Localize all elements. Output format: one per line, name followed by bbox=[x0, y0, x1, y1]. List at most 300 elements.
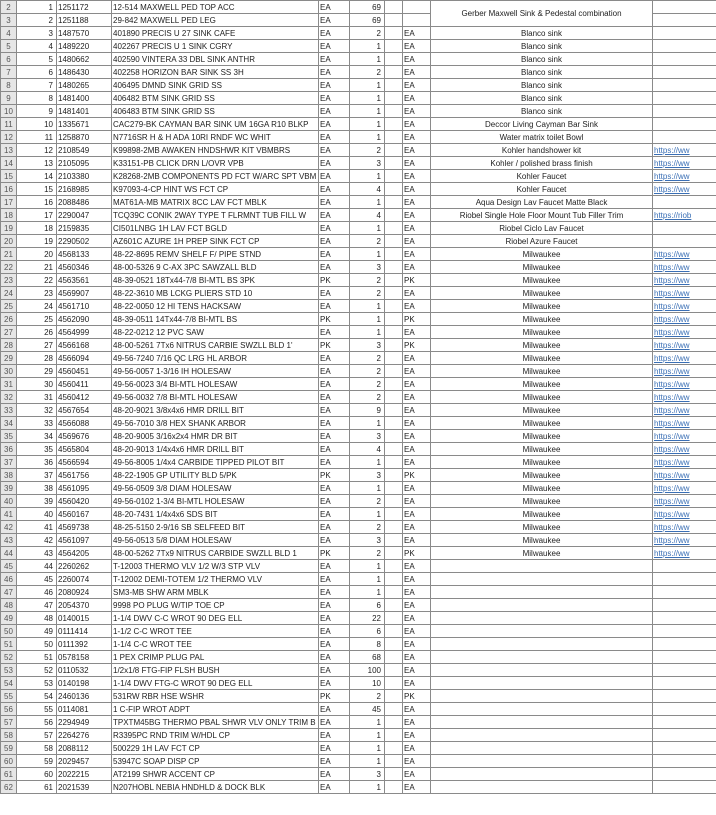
row-number-cell[interactable]: 42 bbox=[1, 521, 17, 534]
line-number-cell[interactable]: 42 bbox=[17, 534, 57, 547]
row-number-cell[interactable]: 32 bbox=[1, 391, 17, 404]
sku-cell[interactable]: 0110532 bbox=[57, 664, 112, 677]
line-number-cell[interactable]: 6 bbox=[17, 66, 57, 79]
uom-cell[interactable]: EA bbox=[319, 118, 350, 131]
line-number-cell[interactable]: 9 bbox=[17, 105, 57, 118]
row-number-cell[interactable]: 6 bbox=[1, 53, 17, 66]
link-cell[interactable] bbox=[653, 40, 716, 53]
description-cell[interactable]: 1-1/4 DWV C-C WROT 90 DEG ELL bbox=[112, 612, 319, 625]
description-cell[interactable]: 1-1/4 DWV FTG-C WROT 90 DEG ELL bbox=[112, 677, 319, 690]
row-number-cell[interactable]: 37 bbox=[1, 456, 17, 469]
quantity-cell[interactable]: 2 bbox=[350, 547, 385, 560]
description-cell[interactable]: 49-56-0509 3/8 DIAM HOLESAW bbox=[112, 482, 319, 495]
line-number-cell[interactable]: 35 bbox=[17, 443, 57, 456]
unit-cell[interactable]: EA bbox=[403, 443, 431, 456]
link-cell[interactable] bbox=[653, 222, 716, 235]
vendor-note-cell[interactable] bbox=[431, 716, 653, 729]
description-cell[interactable]: R3395PC RND TRIM W/HDL CP bbox=[112, 729, 319, 742]
row-number-cell[interactable]: 22 bbox=[1, 261, 17, 274]
vendor-note-cell[interactable]: Blanco sink bbox=[431, 40, 653, 53]
empty-cell[interactable] bbox=[385, 261, 403, 274]
unit-cell[interactable]: EA bbox=[403, 92, 431, 105]
line-number-cell[interactable]: 53 bbox=[17, 677, 57, 690]
row-number-cell[interactable]: 58 bbox=[1, 729, 17, 742]
unit-cell[interactable]: EA bbox=[403, 365, 431, 378]
sku-cell[interactable]: 0111414 bbox=[57, 625, 112, 638]
empty-cell[interactable] bbox=[385, 430, 403, 443]
quantity-cell[interactable]: 1 bbox=[350, 586, 385, 599]
row-number-cell[interactable]: 13 bbox=[1, 144, 17, 157]
unit-cell[interactable]: EA bbox=[403, 27, 431, 40]
quantity-cell[interactable]: 2 bbox=[350, 352, 385, 365]
link-cell[interactable]: https://ww bbox=[653, 300, 716, 313]
description-cell[interactable]: 48-22-1905 GP UTILITY BLD 5/PK bbox=[112, 469, 319, 482]
sku-cell[interactable]: 4561756 bbox=[57, 469, 112, 482]
quantity-cell[interactable]: 1 bbox=[350, 53, 385, 66]
empty-cell[interactable] bbox=[385, 300, 403, 313]
line-number-cell[interactable]: 52 bbox=[17, 664, 57, 677]
description-cell[interactable]: 48-22-8695 REMV SHELF F/ PIPE STND bbox=[112, 248, 319, 261]
line-number-cell[interactable]: 61 bbox=[17, 781, 57, 794]
uom-cell[interactable]: EA bbox=[319, 300, 350, 313]
vendor-note-cell[interactable]: Milwaukee bbox=[431, 456, 653, 469]
empty-cell[interactable] bbox=[385, 664, 403, 677]
unit-cell[interactable]: EA bbox=[403, 131, 431, 144]
link-cell[interactable] bbox=[653, 14, 716, 27]
link-cell[interactable]: https://ww bbox=[653, 547, 716, 560]
quantity-cell[interactable]: 9 bbox=[350, 404, 385, 417]
description-cell[interactable]: 49-56-0513 5/8 DIAM HOLESAW bbox=[112, 534, 319, 547]
unit-cell[interactable]: EA bbox=[403, 105, 431, 118]
uom-cell[interactable]: EA bbox=[319, 222, 350, 235]
description-cell[interactable]: N7716SR H & H ADA 10RI RNDF WC WHIT bbox=[112, 131, 319, 144]
sku-cell[interactable]: 2290047 bbox=[57, 209, 112, 222]
link-cell[interactable]: https://ww bbox=[653, 170, 716, 183]
empty-cell[interactable] bbox=[385, 443, 403, 456]
line-number-cell[interactable]: 12 bbox=[17, 144, 57, 157]
description-cell[interactable]: 1-1/2 C-C WROT TEE bbox=[112, 625, 319, 638]
empty-cell[interactable] bbox=[385, 131, 403, 144]
link-cell[interactable] bbox=[653, 703, 716, 716]
uom-cell[interactable]: EA bbox=[319, 287, 350, 300]
description-cell[interactable]: 12-514 MAXWELL PED TOP ACC bbox=[112, 1, 319, 14]
empty-cell[interactable] bbox=[385, 157, 403, 170]
uom-cell[interactable]: EA bbox=[319, 378, 350, 391]
uom-cell[interactable]: EA bbox=[319, 599, 350, 612]
uom-cell[interactable]: EA bbox=[319, 521, 350, 534]
empty-cell[interactable] bbox=[385, 768, 403, 781]
vendor-note-cell[interactable]: Milwaukee bbox=[431, 508, 653, 521]
unit-cell[interactable]: EA bbox=[403, 222, 431, 235]
unit-cell[interactable]: EA bbox=[403, 729, 431, 742]
unit-cell[interactable]: EA bbox=[403, 625, 431, 638]
quantity-cell[interactable]: 1 bbox=[350, 508, 385, 521]
vendor-note-cell[interactable]: Milwaukee bbox=[431, 534, 653, 547]
sku-cell[interactable]: 4564999 bbox=[57, 326, 112, 339]
uom-cell[interactable]: EA bbox=[319, 1, 350, 14]
unit-cell[interactable]: EA bbox=[403, 755, 431, 768]
uom-cell[interactable]: EA bbox=[319, 40, 350, 53]
description-cell[interactable]: 406482 BTM SINK GRID SS bbox=[112, 92, 319, 105]
line-number-cell[interactable]: 10 bbox=[17, 118, 57, 131]
quantity-cell[interactable]: 1 bbox=[350, 560, 385, 573]
sku-cell[interactable]: 4561097 bbox=[57, 534, 112, 547]
description-cell[interactable]: 48-22-0050 12 HI TENS HACKSAW bbox=[112, 300, 319, 313]
unit-cell[interactable]: EA bbox=[403, 768, 431, 781]
quantity-cell[interactable]: 1 bbox=[350, 755, 385, 768]
description-cell[interactable]: CI501LNBG 1H LAV FCT BGLD bbox=[112, 222, 319, 235]
uom-cell[interactable]: EA bbox=[319, 625, 350, 638]
unit-cell[interactable]: EA bbox=[403, 599, 431, 612]
description-cell[interactable]: 49-56-7010 3/8 HEX SHANK ARBOR bbox=[112, 417, 319, 430]
vendor-note-cell[interactable] bbox=[431, 573, 653, 586]
sku-cell[interactable]: 2290502 bbox=[57, 235, 112, 248]
uom-cell[interactable]: EA bbox=[319, 79, 350, 92]
empty-cell[interactable] bbox=[385, 339, 403, 352]
link-cell[interactable]: https://ww bbox=[653, 404, 716, 417]
unit-cell[interactable]: EA bbox=[403, 391, 431, 404]
description-cell[interactable]: 406483 BTM SINK GRID SS bbox=[112, 105, 319, 118]
uom-cell[interactable]: PK bbox=[319, 469, 350, 482]
quantity-cell[interactable]: 2 bbox=[350, 66, 385, 79]
row-number-cell[interactable]: 20 bbox=[1, 235, 17, 248]
line-number-cell[interactable]: 55 bbox=[17, 703, 57, 716]
empty-cell[interactable] bbox=[385, 196, 403, 209]
sku-cell[interactable]: 2108549 bbox=[57, 144, 112, 157]
quantity-cell[interactable]: 100 bbox=[350, 664, 385, 677]
link-cell[interactable] bbox=[653, 612, 716, 625]
quantity-cell[interactable]: 1 bbox=[350, 79, 385, 92]
uom-cell[interactable]: EA bbox=[319, 430, 350, 443]
vendor-note-cell[interactable]: Blanco sink bbox=[431, 27, 653, 40]
link-cell[interactable] bbox=[653, 781, 716, 794]
link-cell[interactable] bbox=[653, 131, 716, 144]
uom-cell[interactable]: EA bbox=[319, 755, 350, 768]
quantity-cell[interactable]: 68 bbox=[350, 651, 385, 664]
description-cell[interactable]: 1-1/4 C-C WROT TEE bbox=[112, 638, 319, 651]
row-number-cell[interactable]: 18 bbox=[1, 209, 17, 222]
quantity-cell[interactable]: 6 bbox=[350, 625, 385, 638]
link-cell[interactable]: https://ww bbox=[653, 417, 716, 430]
unit-cell[interactable]: EA bbox=[403, 248, 431, 261]
unit-cell[interactable]: EA bbox=[403, 560, 431, 573]
vendor-note-cell[interactable]: Blanco sink bbox=[431, 92, 653, 105]
empty-cell[interactable] bbox=[385, 14, 403, 27]
description-cell[interactable]: N207HOBL NEBIA HNDHLD & DOCK BLK bbox=[112, 781, 319, 794]
quantity-cell[interactable]: 22 bbox=[350, 612, 385, 625]
quantity-cell[interactable]: 2 bbox=[350, 274, 385, 287]
unit-cell[interactable]: EA bbox=[403, 118, 431, 131]
vendor-note-cell[interactable]: Milwaukee bbox=[431, 365, 653, 378]
description-cell[interactable]: AT2199 SHWR ACCENT CP bbox=[112, 768, 319, 781]
sku-cell[interactable]: 4566168 bbox=[57, 339, 112, 352]
uom-cell[interactable]: EA bbox=[319, 235, 350, 248]
quantity-cell[interactable]: 4 bbox=[350, 183, 385, 196]
line-number-cell[interactable]: 33 bbox=[17, 417, 57, 430]
vendor-note-cell[interactable]: Milwaukee bbox=[431, 287, 653, 300]
unit-cell[interactable] bbox=[403, 1, 431, 14]
row-number-cell[interactable]: 44 bbox=[1, 547, 17, 560]
row-number-cell[interactable]: 48 bbox=[1, 599, 17, 612]
unit-cell[interactable] bbox=[403, 14, 431, 27]
quantity-cell[interactable]: 1 bbox=[350, 118, 385, 131]
row-number-cell[interactable]: 5 bbox=[1, 40, 17, 53]
link-cell[interactable] bbox=[653, 118, 716, 131]
vendor-note-cell[interactable]: Riobel Single Hole Floor Mount Tub Filler Trim bbox=[431, 209, 653, 222]
line-number-cell[interactable]: 48 bbox=[17, 612, 57, 625]
link-cell[interactable] bbox=[653, 625, 716, 638]
row-number-cell[interactable]: 21 bbox=[1, 248, 17, 261]
vendor-note-cell[interactable]: Riobel Ciclo Lav Faucet bbox=[431, 222, 653, 235]
link-cell[interactable]: https://ww bbox=[653, 391, 716, 404]
empty-cell[interactable] bbox=[385, 677, 403, 690]
row-number-cell[interactable]: 60 bbox=[1, 755, 17, 768]
link-cell[interactable] bbox=[653, 768, 716, 781]
uom-cell[interactable]: EA bbox=[319, 53, 350, 66]
link-cell[interactable] bbox=[653, 105, 716, 118]
sku-cell[interactable]: 1335671 bbox=[57, 118, 112, 131]
description-cell[interactable]: 406495 DMND SINK GRID SS bbox=[112, 79, 319, 92]
vendor-note-cell[interactable]: Blanco sink bbox=[431, 53, 653, 66]
line-number-cell[interactable]: 51 bbox=[17, 651, 57, 664]
empty-cell[interactable] bbox=[385, 781, 403, 794]
empty-cell[interactable] bbox=[385, 716, 403, 729]
link-cell[interactable] bbox=[653, 638, 716, 651]
sku-cell[interactable]: 0578158 bbox=[57, 651, 112, 664]
quantity-cell[interactable]: 1 bbox=[350, 105, 385, 118]
line-number-cell[interactable]: 30 bbox=[17, 378, 57, 391]
row-number-cell[interactable]: 19 bbox=[1, 222, 17, 235]
line-number-cell[interactable]: 17 bbox=[17, 209, 57, 222]
description-cell[interactable]: 49-56-0057 1-3/16 IH HOLESAW bbox=[112, 365, 319, 378]
quantity-cell[interactable]: 2 bbox=[350, 365, 385, 378]
sku-cell[interactable]: 1486430 bbox=[57, 66, 112, 79]
quantity-cell[interactable]: 1 bbox=[350, 781, 385, 794]
quantity-cell[interactable]: 1 bbox=[350, 573, 385, 586]
empty-cell[interactable] bbox=[385, 404, 403, 417]
sku-cell[interactable]: 2054370 bbox=[57, 599, 112, 612]
unit-cell[interactable]: EA bbox=[403, 716, 431, 729]
unit-cell[interactable]: PK bbox=[403, 547, 431, 560]
quantity-cell[interactable]: 69 bbox=[350, 14, 385, 27]
unit-cell[interactable]: PK bbox=[403, 339, 431, 352]
uom-cell[interactable]: EA bbox=[319, 534, 350, 547]
quantity-cell[interactable]: 3 bbox=[350, 469, 385, 482]
row-number-cell[interactable]: 29 bbox=[1, 352, 17, 365]
quantity-cell[interactable]: 1 bbox=[350, 248, 385, 261]
uom-cell[interactable]: PK bbox=[319, 547, 350, 560]
link-cell[interactable]: https://riob bbox=[653, 209, 716, 222]
description-cell[interactable]: 49-56-0023 3/4 BI-MTL HOLESAW bbox=[112, 378, 319, 391]
vendor-note-cell[interactable] bbox=[431, 703, 653, 716]
sku-cell[interactable]: 4560451 bbox=[57, 365, 112, 378]
empty-cell[interactable] bbox=[385, 105, 403, 118]
link-cell[interactable] bbox=[653, 27, 716, 40]
sku-cell[interactable]: 1251188 bbox=[57, 14, 112, 27]
row-number-cell[interactable]: 12 bbox=[1, 131, 17, 144]
quantity-cell[interactable]: 2 bbox=[350, 391, 385, 404]
vendor-note-cell[interactable]: Kohler / polished brass finish bbox=[431, 157, 653, 170]
quantity-cell[interactable]: 3 bbox=[350, 339, 385, 352]
vendor-note-cell[interactable]: Blanco sink bbox=[431, 66, 653, 79]
description-cell[interactable]: 49-56-0102 1-3/4 BI-MTL HOLESAW bbox=[112, 495, 319, 508]
vendor-note-cell[interactable]: Milwaukee bbox=[431, 482, 653, 495]
unit-cell[interactable]: EA bbox=[403, 703, 431, 716]
vendor-note-cell[interactable] bbox=[431, 599, 653, 612]
vendor-note-cell[interactable] bbox=[431, 677, 653, 690]
uom-cell[interactable]: PK bbox=[319, 339, 350, 352]
description-cell[interactable]: CAC279-BK CAYMAN BAR SINK UM 16GA R10 BLKP bbox=[112, 118, 319, 131]
description-cell[interactable]: 9998 PO PLUG W/TIP TOE CP bbox=[112, 599, 319, 612]
vendor-note-cell[interactable]: Blanco sink bbox=[431, 79, 653, 92]
sku-cell[interactable]: 2460136 bbox=[57, 690, 112, 703]
uom-cell[interactable]: EA bbox=[319, 482, 350, 495]
sku-cell[interactable]: 1489220 bbox=[57, 40, 112, 53]
sku-cell[interactable]: 1251172 bbox=[57, 1, 112, 14]
uom-cell[interactable]: EA bbox=[319, 14, 350, 27]
empty-cell[interactable] bbox=[385, 534, 403, 547]
unit-cell[interactable]: PK bbox=[403, 274, 431, 287]
line-number-cell[interactable]: 11 bbox=[17, 131, 57, 144]
description-cell[interactable]: 402258 HORIZON BAR SINK SS 3H bbox=[112, 66, 319, 79]
vendor-note-cell[interactable]: Aqua Design Lav Faucet Matte Black bbox=[431, 196, 653, 209]
row-number-cell[interactable]: 9 bbox=[1, 92, 17, 105]
quantity-cell[interactable]: 2 bbox=[350, 235, 385, 248]
quantity-cell[interactable]: 3 bbox=[350, 430, 385, 443]
line-number-cell[interactable]: 50 bbox=[17, 638, 57, 651]
unit-cell[interactable]: EA bbox=[403, 573, 431, 586]
line-number-cell[interactable]: 37 bbox=[17, 469, 57, 482]
uom-cell[interactable]: EA bbox=[319, 157, 350, 170]
sku-cell[interactable]: 4560346 bbox=[57, 261, 112, 274]
row-number-cell[interactable]: 46 bbox=[1, 573, 17, 586]
row-number-cell[interactable]: 27 bbox=[1, 326, 17, 339]
line-number-cell[interactable]: 29 bbox=[17, 365, 57, 378]
line-number-cell[interactable]: 23 bbox=[17, 287, 57, 300]
link-cell[interactable] bbox=[653, 235, 716, 248]
quantity-cell[interactable]: 1 bbox=[350, 716, 385, 729]
empty-cell[interactable] bbox=[385, 651, 403, 664]
unit-cell[interactable]: EA bbox=[403, 157, 431, 170]
row-number-cell[interactable]: 2 bbox=[1, 1, 17, 14]
uom-cell[interactable]: EA bbox=[319, 404, 350, 417]
quantity-cell[interactable]: 2 bbox=[350, 521, 385, 534]
vendor-note-cell[interactable]: Kohler Faucet bbox=[431, 183, 653, 196]
empty-cell[interactable] bbox=[385, 144, 403, 157]
vendor-note-cell[interactable]: Milwaukee bbox=[431, 300, 653, 313]
unit-cell[interactable]: EA bbox=[403, 612, 431, 625]
line-number-cell[interactable]: 1 bbox=[17, 1, 57, 14]
description-cell[interactable]: T-12003 THERMO VLV 1/2 W/3 STP VLV bbox=[112, 560, 319, 573]
line-number-cell[interactable]: 58 bbox=[17, 742, 57, 755]
empty-cell[interactable] bbox=[385, 612, 403, 625]
quantity-cell[interactable]: 1 bbox=[350, 742, 385, 755]
link-cell[interactable] bbox=[653, 729, 716, 742]
line-number-cell[interactable]: 8 bbox=[17, 92, 57, 105]
unit-cell[interactable]: EA bbox=[403, 586, 431, 599]
quantity-cell[interactable]: 1 bbox=[350, 456, 385, 469]
description-cell[interactable]: K97093-4-CP HINT WS FCT CP bbox=[112, 183, 319, 196]
uom-cell[interactable]: EA bbox=[319, 638, 350, 651]
quantity-cell[interactable]: 1 bbox=[350, 40, 385, 53]
link-cell[interactable]: https://ww bbox=[653, 365, 716, 378]
link-cell[interactable]: https://ww bbox=[653, 326, 716, 339]
line-number-cell[interactable]: 28 bbox=[17, 352, 57, 365]
unit-cell[interactable]: EA bbox=[403, 456, 431, 469]
uom-cell[interactable]: EA bbox=[319, 92, 350, 105]
row-number-cell[interactable]: 33 bbox=[1, 404, 17, 417]
row-number-cell[interactable]: 59 bbox=[1, 742, 17, 755]
sku-cell[interactable]: 1480662 bbox=[57, 53, 112, 66]
link-cell[interactable] bbox=[653, 599, 716, 612]
empty-cell[interactable] bbox=[385, 1, 403, 14]
link-cell[interactable]: https://ww bbox=[653, 157, 716, 170]
link-cell[interactable]: https://ww bbox=[653, 144, 716, 157]
description-cell[interactable]: 48-20-7431 1/4x4x6 SDS BIT bbox=[112, 508, 319, 521]
link-cell[interactable] bbox=[653, 79, 716, 92]
line-number-cell[interactable]: 2 bbox=[17, 14, 57, 27]
sku-cell[interactable]: 1481401 bbox=[57, 105, 112, 118]
quantity-cell[interactable]: 1 bbox=[350, 417, 385, 430]
description-cell[interactable]: 29-842 MAXWELL PED LEG bbox=[112, 14, 319, 27]
quantity-cell[interactable]: 2 bbox=[350, 287, 385, 300]
line-number-cell[interactable]: 4 bbox=[17, 40, 57, 53]
quantity-cell[interactable]: 1 bbox=[350, 326, 385, 339]
uom-cell[interactable]: EA bbox=[319, 456, 350, 469]
vendor-note-cell[interactable] bbox=[431, 755, 653, 768]
description-cell[interactable]: K28268-2MB COMPONENTS PD FCT W/ARC SPT VBM bbox=[112, 170, 319, 183]
line-number-cell[interactable]: 59 bbox=[17, 755, 57, 768]
row-number-cell[interactable]: 49 bbox=[1, 612, 17, 625]
row-number-cell[interactable]: 3 bbox=[1, 14, 17, 27]
link-cell[interactable]: https://ww bbox=[653, 339, 716, 352]
line-number-cell[interactable]: 25 bbox=[17, 313, 57, 326]
link-cell[interactable] bbox=[653, 66, 716, 79]
description-cell[interactable]: T-12002 DEMI-TOTEM 1/2 THERMO VLV bbox=[112, 573, 319, 586]
quantity-cell[interactable]: 1 bbox=[350, 729, 385, 742]
row-number-cell[interactable]: 56 bbox=[1, 703, 17, 716]
empty-cell[interactable] bbox=[385, 573, 403, 586]
line-number-cell[interactable]: 16 bbox=[17, 196, 57, 209]
empty-cell[interactable] bbox=[385, 53, 403, 66]
sku-cell[interactable]: 4569738 bbox=[57, 521, 112, 534]
row-number-cell[interactable]: 45 bbox=[1, 560, 17, 573]
empty-cell[interactable] bbox=[385, 560, 403, 573]
sku-cell[interactable]: 4562090 bbox=[57, 313, 112, 326]
uom-cell[interactable]: EA bbox=[319, 105, 350, 118]
row-number-cell[interactable]: 39 bbox=[1, 482, 17, 495]
empty-cell[interactable] bbox=[385, 66, 403, 79]
vendor-note-cell[interactable]: Milwaukee bbox=[431, 339, 653, 352]
uom-cell[interactable]: EA bbox=[319, 183, 350, 196]
row-number-cell[interactable]: 8 bbox=[1, 79, 17, 92]
sku-cell[interactable]: 2022215 bbox=[57, 768, 112, 781]
sku-cell[interactable]: 1481400 bbox=[57, 92, 112, 105]
unit-cell[interactable]: EA bbox=[403, 638, 431, 651]
vendor-note-cell[interactable] bbox=[431, 690, 653, 703]
uom-cell[interactable]: EA bbox=[319, 365, 350, 378]
line-number-cell[interactable]: 54 bbox=[17, 690, 57, 703]
quantity-cell[interactable]: 3 bbox=[350, 534, 385, 547]
line-number-cell[interactable]: 7 bbox=[17, 79, 57, 92]
uom-cell[interactable]: EA bbox=[319, 170, 350, 183]
uom-cell[interactable]: EA bbox=[319, 443, 350, 456]
description-cell[interactable]: TPXTM45BG THERMO PBAL SHWR VLV ONLY TRIM B bbox=[112, 716, 319, 729]
row-number-cell[interactable]: 53 bbox=[1, 664, 17, 677]
sku-cell[interactable]: 1487570 bbox=[57, 27, 112, 40]
sku-cell[interactable]: 1258870 bbox=[57, 131, 112, 144]
vendor-note-cell[interactable]: Milwaukee bbox=[431, 495, 653, 508]
